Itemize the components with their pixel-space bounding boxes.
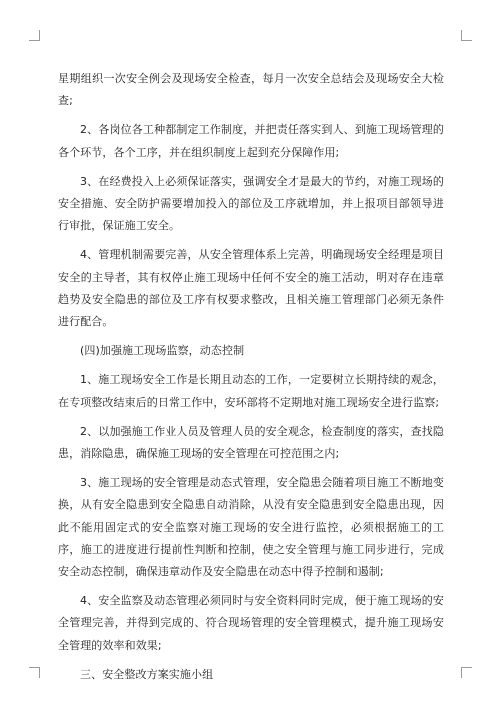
crop-mark-bottom-right bbox=[461, 667, 472, 678]
paragraph-weekly-inspection: 星期组织一次安全例会及现场安全检查，每月一次安全总结会及现场安全大检查; bbox=[58, 72, 444, 108]
paragraph-management-mechanism: 4、管理机制需要完善，从安全管理体系上完善，明确现场安全经理是项目安全的主导者，其有权停止施工现场中任何不安全的施工活动，明对存在违章趋势及安全隐患的部位及工序有权要求整改，且相关施工管理部门必须无条件进行配合。 bbox=[58, 248, 444, 329]
document-body bbox=[58, 68, 444, 693]
section-heading-rectification-team: 三、安全整改方案实施小组 bbox=[80, 667, 214, 681]
paragraph-long-term-work: 1、施工现场安全工作是长期且动态的工作，一定要树立长期持续的观念，在专项整改结束后的日常工作中，安环部将不定期地对施工现场安全进行监察; bbox=[58, 373, 444, 409]
crop-mark-top-right bbox=[461, 30, 472, 41]
paragraph-safety-records: 4、安全监察及动态管理必须同时与安全资料同时完成，便于施工现场的安全管理完善，并得到完成的、符合现场管理的安全管理模式，提升施工现场安全管理的效率和效果; bbox=[58, 594, 444, 652]
paragraph-funding: 3、在经费投入上必须保证落实，强调安全才是最大的节约，对施工现场的安全措施、安全防护需要增加投入的部位及工序就增加，并上报项目部领导进行审批，保证施工安全。 bbox=[58, 174, 444, 233]
paragraph-dynamic-management: 3、施工现场的安全管理是动态式管理，安全隐患会随着项目施工不断地变换，从有安全隐患到安全隐患自动消除，从没有安全隐患到安全隐患出现，因此不能用固定式的安全监察对施工现场的安全进行监控，必须根据施工的工序，施工的进度进行提前性判断和控制，使之安全管理与施工同步进行，完成安全动态控制，确保违章动作及安全隐患在动态中得予控制和遏制; bbox=[58, 476, 444, 579]
crop-mark-bottom-left bbox=[29, 667, 40, 678]
section-heading-site-supervision: (四)加强施工现场监察，动态控制 bbox=[80, 344, 245, 358]
paragraph-safety-awareness: 2、以加强施工作业人员及管理人员的安全观念，检查制度的落实，查找隐患，消除隐患，确保施工现场的安全管理在可控范围之内; bbox=[58, 424, 444, 461]
paragraph-work-system: 2、各岗位各工种都制定工作制度，并把责任落实到人、到施工现场管理的各个环节，各个工序，并在组织制度上起到充分保障作用; bbox=[58, 123, 444, 159]
crop-mark-top-left bbox=[29, 30, 40, 41]
